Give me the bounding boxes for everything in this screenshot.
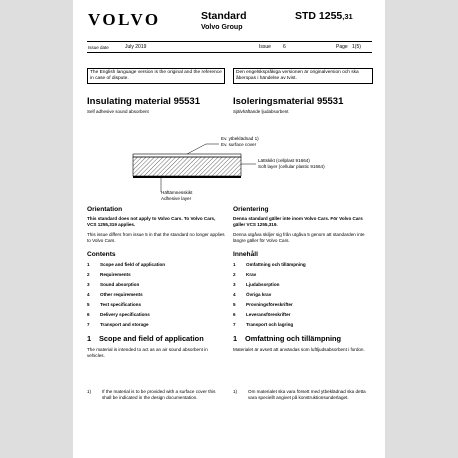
toc-sv-text: Krav: [246, 272, 257, 277]
toc-en-item[interactable]: [87, 322, 149, 327]
title-en: Insulating material 95531: [87, 96, 200, 107]
header-bottom-rule: [87, 52, 372, 53]
toc-en-text: Delivery specifications: [100, 312, 150, 317]
layer-diagram: [131, 142, 331, 212]
page-label: Page: [336, 44, 348, 50]
language-note-sv: Den engelskspråkiga versionen är originalversion och ska åberopas i händelse av tvist.: [233, 68, 373, 84]
footnote-en-text: If the material is to be provided with a surface cover this shall be indicated in the design documentation.: [102, 389, 216, 401]
toc-sv-text: Övriga krav: [246, 292, 272, 297]
standard-subtitle: Volvo Group: [201, 24, 243, 31]
toc-en-num: 2: [87, 272, 90, 277]
scope-en-num: 1: [87, 334, 92, 343]
volvo-logo: VOLVO: [88, 10, 161, 29]
footnote-sv-num: 1): [233, 389, 238, 394]
standard-number-suffix: ,31: [342, 12, 353, 21]
heading-scope-en: [87, 334, 204, 343]
standard-title: Standard: [201, 10, 247, 22]
toc-en-item[interactable]: [87, 262, 165, 267]
footnote-sv-text: Om materialet ska vara försett med ytbeklädnad ska detta vara speciellt angivet på konstruktionsunderlaget.: [248, 389, 366, 401]
label-adhesive-en: Adhesive layer: [161, 196, 192, 201]
toc-sv-num: 6: [233, 312, 236, 317]
leader-top: [187, 144, 206, 154]
toc-sv-item[interactable]: [233, 302, 293, 307]
toc-sv-text: Omfattning och tillämpning: [246, 262, 306, 267]
standard-number-main: STD 1255: [295, 10, 343, 22]
toc-en-text: Transport and storage: [100, 322, 149, 327]
footnote-en-num: 1): [87, 389, 92, 394]
title-sv: Isoleringsmaterial 95531: [233, 96, 344, 107]
toc-sv-num: 5: [233, 302, 236, 307]
toc-en-num: 7: [87, 322, 90, 327]
heading-orientation-sv: Orientering: [233, 206, 269, 213]
label-soft-layer-sv: Lättskikt (cellplast 91664): [258, 158, 310, 163]
toc-en-num: 5: [87, 302, 90, 307]
scope-sv-title: Omfattning och tillämpning: [245, 334, 342, 343]
toc-en-text: Test specifications: [100, 302, 142, 307]
heading-contents-en: Contents: [87, 251, 116, 258]
toc-en-item[interactable]: [87, 302, 141, 307]
issue-date: July 2019: [125, 44, 147, 50]
toc-sv-num: 3: [233, 282, 236, 287]
heading-scope-sv: [233, 334, 341, 343]
subtitle-en: Self adhesive sound absorbent: [87, 109, 149, 114]
toc-en-item[interactable]: [87, 282, 139, 287]
toc-en-text: Other requirements: [100, 292, 143, 297]
toc-sv-num: 4: [233, 292, 236, 297]
toc-sv-item[interactable]: [233, 322, 293, 327]
heading-contents-sv: Innehåll: [233, 251, 258, 258]
toc-en-item[interactable]: [87, 312, 150, 317]
toc-sv-text: Ljudabsorption: [246, 282, 280, 287]
label-surface-cover-sv: Ev. ytbeklädnad 1): [221, 136, 259, 141]
toc-sv-item[interactable]: [233, 292, 271, 297]
label-surface-cover-en: Ev. surface cover: [221, 142, 257, 147]
label-adhesive-sv: Häftämnesskikt: [161, 190, 193, 195]
issue-date-label: Issue date: [88, 45, 109, 50]
adhesive-layer: [133, 176, 241, 178]
toc-sv-num: 1: [233, 262, 236, 267]
toc-en-num: 4: [87, 292, 90, 297]
toc-en-num: 1: [87, 262, 90, 267]
scope-en-text: The material is intended to act as an air sound absorbent in vehicles.: [87, 347, 208, 359]
scope-sv-num: 1: [233, 334, 238, 343]
orientation-sv-text: Denna utgåva skiljer sig från utgåva 5 genom att standarden inte längre gäller för Volvo Cars.: [233, 232, 365, 244]
toc-sv-text: Leveransföreskrifter: [246, 312, 291, 317]
toc-sv-num: 7: [233, 322, 236, 327]
toc-sv-item[interactable]: [233, 312, 290, 317]
document-page: [73, 0, 385, 458]
scope-sv-text: Materialet är avsett att användas som luftljudsabsorbent i fordon.: [233, 347, 365, 352]
toc-en-text: Scope and field of application: [100, 262, 166, 267]
page-number: 1(5): [352, 44, 361, 50]
toc-sv-text: Provningsföreskrifter: [246, 302, 293, 307]
soft-layer: [133, 157, 241, 176]
toc-sv-item[interactable]: [233, 262, 306, 267]
toc-en-text: Sound absorption: [100, 282, 140, 287]
toc-en-num: 3: [87, 282, 90, 287]
subtitle-sv: Självhäftande ljudabsorbent: [233, 109, 289, 114]
heading-orientation-en: Orientation: [87, 206, 123, 213]
toc-sv-item[interactable]: [233, 282, 279, 287]
language-note-en: The English language version is the original and the reference in case of dispute.: [87, 68, 225, 84]
issue-label: Issue: [259, 44, 271, 50]
header-top-rule: [87, 41, 372, 42]
orientation-sv-bold: Denna standard gäller inte inom Volvo Cars. För Volvo Cars gäller VCS 1255,319.: [233, 216, 363, 228]
orientation-en-text: This issue differs from issue 5 in that the standard no longer applies to Volvo Cars.: [87, 232, 225, 244]
surface-cover-layer: [133, 154, 241, 157]
label-soft-layer-en: Soft layer (cellular plastic 91664): [258, 164, 325, 169]
toc-sv-text: Transport och lagring: [246, 322, 294, 327]
toc-en-item[interactable]: [87, 292, 143, 297]
issue-number: 6: [283, 44, 286, 50]
toc-en-text: Requirements: [100, 272, 131, 277]
orientation-en-bold: This standard does not apply to Volvo Cars. To Volvo Cars, VCS 1255,319 applies.: [87, 216, 216, 228]
standard-number: [295, 10, 353, 22]
toc-sv-num: 2: [233, 272, 236, 277]
toc-en-item[interactable]: [87, 272, 131, 277]
toc-sv-item[interactable]: [233, 272, 256, 277]
scope-en-title: Scope and field of application: [99, 334, 204, 343]
toc-en-num: 6: [87, 312, 90, 317]
